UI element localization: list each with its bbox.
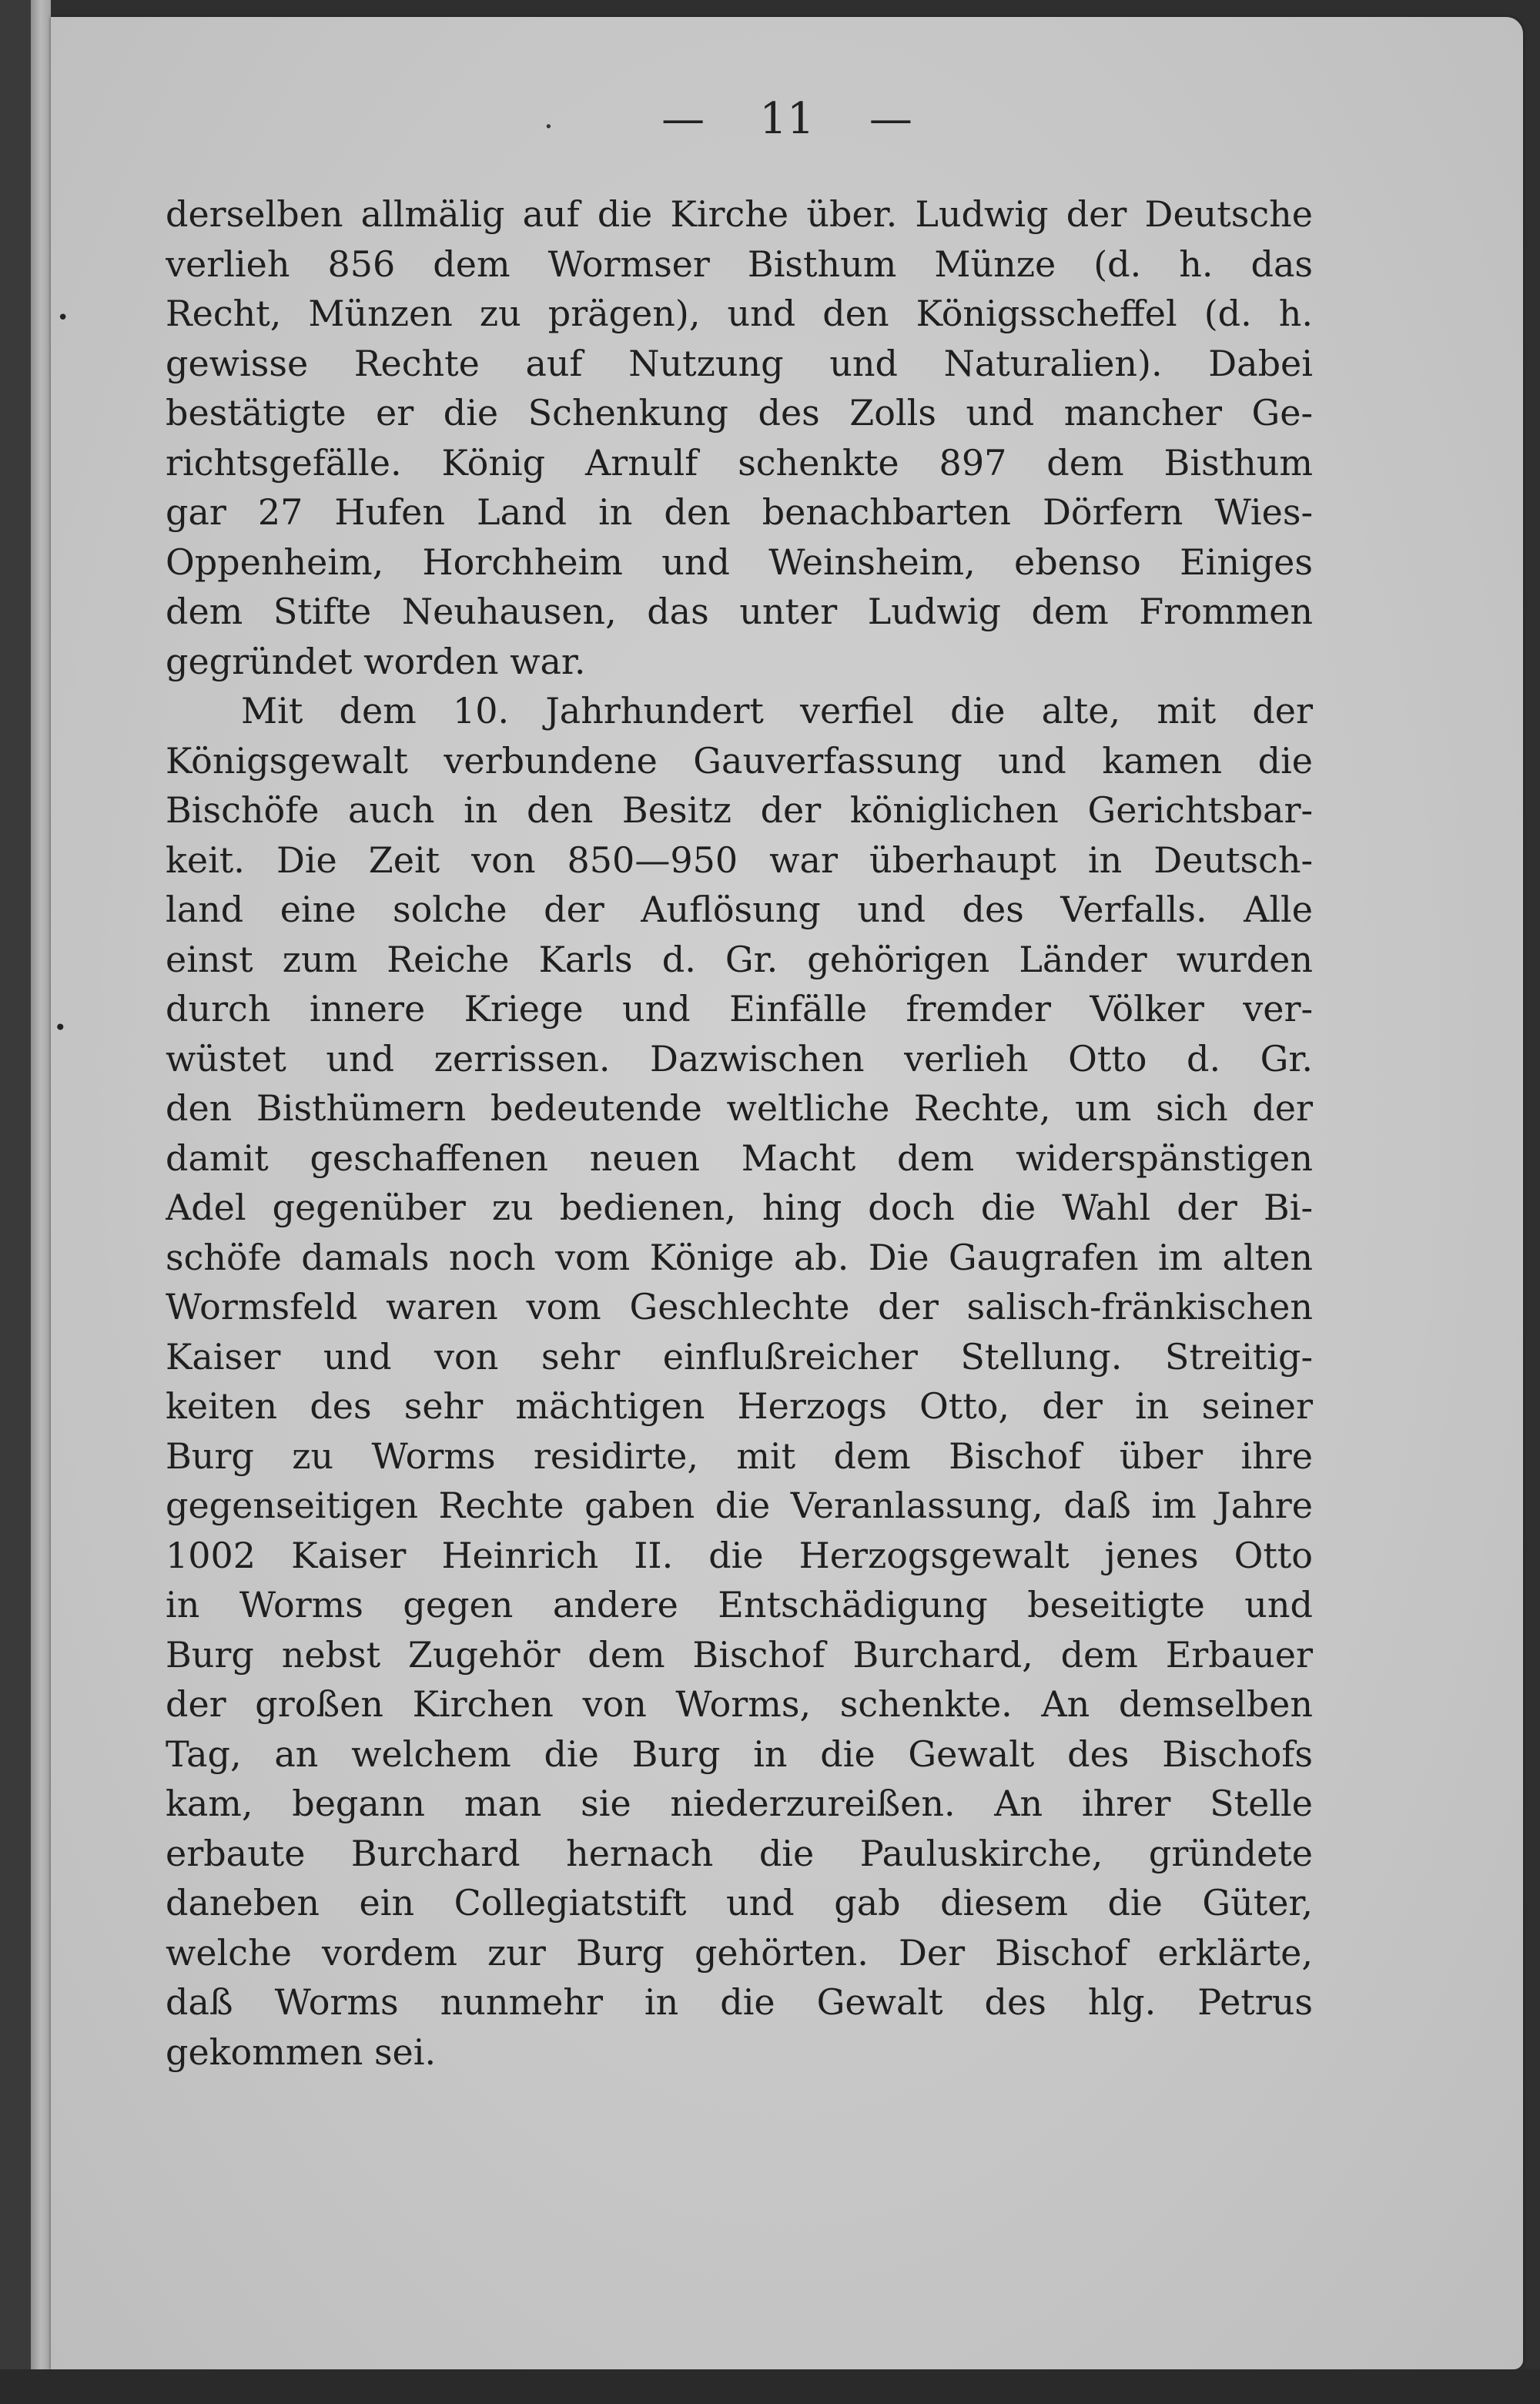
text-line: daneben ein Collegiatstift und gab diesem die Güter, <box>166 1882 1313 1924</box>
header-dash-right: — <box>869 94 912 144</box>
text-line: land eine solche der Auflösung und des Verfalls. Alle <box>166 889 1313 930</box>
text-line: kam, begann man sie niederzureißen. An ihrer Stelle <box>166 1783 1313 1824</box>
text-line: Burg zu Worms residirte, mit dem Bischof über ihre <box>166 1435 1313 1477</box>
text-line: gar 27 Hufen Land in den benachbarten Dörfern Wies- <box>166 491 1313 533</box>
text-line: einst zum Reiche Karls d. Gr. gehörigen Länder wurden <box>166 938 1313 980</box>
page-number: 11 <box>759 94 815 144</box>
header-dot: . <box>544 100 554 136</box>
text-line: Mit dem 10. Jahrhundert verfiel die alte, mit der <box>241 690 1313 732</box>
text-line: Königsgewalt verbundene Gauverfassung und kamen die <box>166 739 1313 782</box>
text-line: Wormsfeld waren vom Geschlechte der salisch-fränkischen <box>166 1286 1313 1328</box>
text-line: der großen Kirchen von Worms, schenkte. An demselben <box>166 1683 1313 1725</box>
text-line: gewisse Rechte auf Nutzung und Naturalien). Dabei <box>166 342 1313 384</box>
text-line: schöfe damals noch vom Könige ab. Die Gaugrafen im alten <box>166 1236 1313 1278</box>
text-line: durch innere Kriege und Einfälle fremder Völker ver- <box>166 988 1313 1030</box>
text-line: Tag, an welchem die Burg in die Gewalt des Bischofs <box>166 1733 1313 1775</box>
text-line: dem Stifte Neuhausen, das unter Ludwig dem Frommen <box>166 591 1313 632</box>
header-dash-left: — <box>661 94 705 144</box>
margin-mark: • <box>54 1015 67 1040</box>
page-header <box>51 94 1523 144</box>
text-line: Burg nebst Zugehör dem Bischof Burchard, dem Erbauer <box>166 1633 1313 1676</box>
margin-mark: • <box>57 306 69 330</box>
text-line: richtsgefälle. König Arnulf schenkte 897 dem Bisthum <box>166 441 1313 484</box>
text-line: 1002 Kaiser Heinrich II. die Herzogsgewalt jenes Otto <box>166 1534 1313 1576</box>
text-line: daß Worms nunmehr in die Gewalt des hlg. Petrus <box>166 1981 1313 2023</box>
text-line: Oppenheim, Horchheim und Weinsheim, ebenso Einiges <box>166 541 1313 583</box>
text-line: erbaute Burchard hernach die Pauluskirche, gründete <box>166 1832 1313 1874</box>
scanner-bottom-edge <box>0 2369 1540 2404</box>
body-text <box>166 189 1313 2077</box>
text-line: keiten des sehr mächtigen Herzogs Otto, der in seiner <box>166 1385 1313 1427</box>
text-line: in Worms gegen andere Entschädigung beseitigte und <box>166 1584 1313 1626</box>
text-line: welche vordem zur Burg gehörten. Der Bischof erklärte, <box>166 1931 1313 1974</box>
text-line: Kaiser und von sehr einflußreicher Stellung. Streitig- <box>166 1335 1313 1378</box>
text-line: wüstet und zerrissen. Dazwischen verlieh Otto d. Gr. <box>166 1037 1313 1080</box>
text-line: derselben allmälig auf die Kirche über. Ludwig der Deutsche <box>166 193 1313 235</box>
text-line: Adel gegenüber zu bedienen, hing doch die Wahl der Bi- <box>166 1187 1313 1228</box>
text-line: gegenseitigen Rechte gaben die Veranlassung, daß im Jahre <box>166 1485 1313 1526</box>
text-line: den Bisthümern bedeutende weltliche Rechte, um sich der <box>166 1087 1313 1129</box>
scanner-background <box>0 0 31 2404</box>
text-line: gegründet worden war. <box>166 640 586 682</box>
text-line: damit geschaffenen neuen Macht dem widerspänstigen <box>166 1137 1313 1179</box>
text-line: gekommen sei. <box>166 2031 437 2073</box>
text-line: keit. Die Zeit von 850—950 war überhaupt in Deutsch- <box>166 839 1313 881</box>
text-line: bestätigte er die Schenkung des Zolls und mancher Ge- <box>166 392 1313 434</box>
text-line: verlieh 856 dem Wormser Bisthum Münze (d. h. das <box>166 243 1313 285</box>
text-line: Recht, Münzen zu prägen), und den Königsscheffel (d. h. <box>166 293 1313 334</box>
text-line: Bischöfe auch in den Besitz der königlichen Gerichtsbar- <box>166 789 1313 831</box>
book-spine <box>31 0 51 2404</box>
